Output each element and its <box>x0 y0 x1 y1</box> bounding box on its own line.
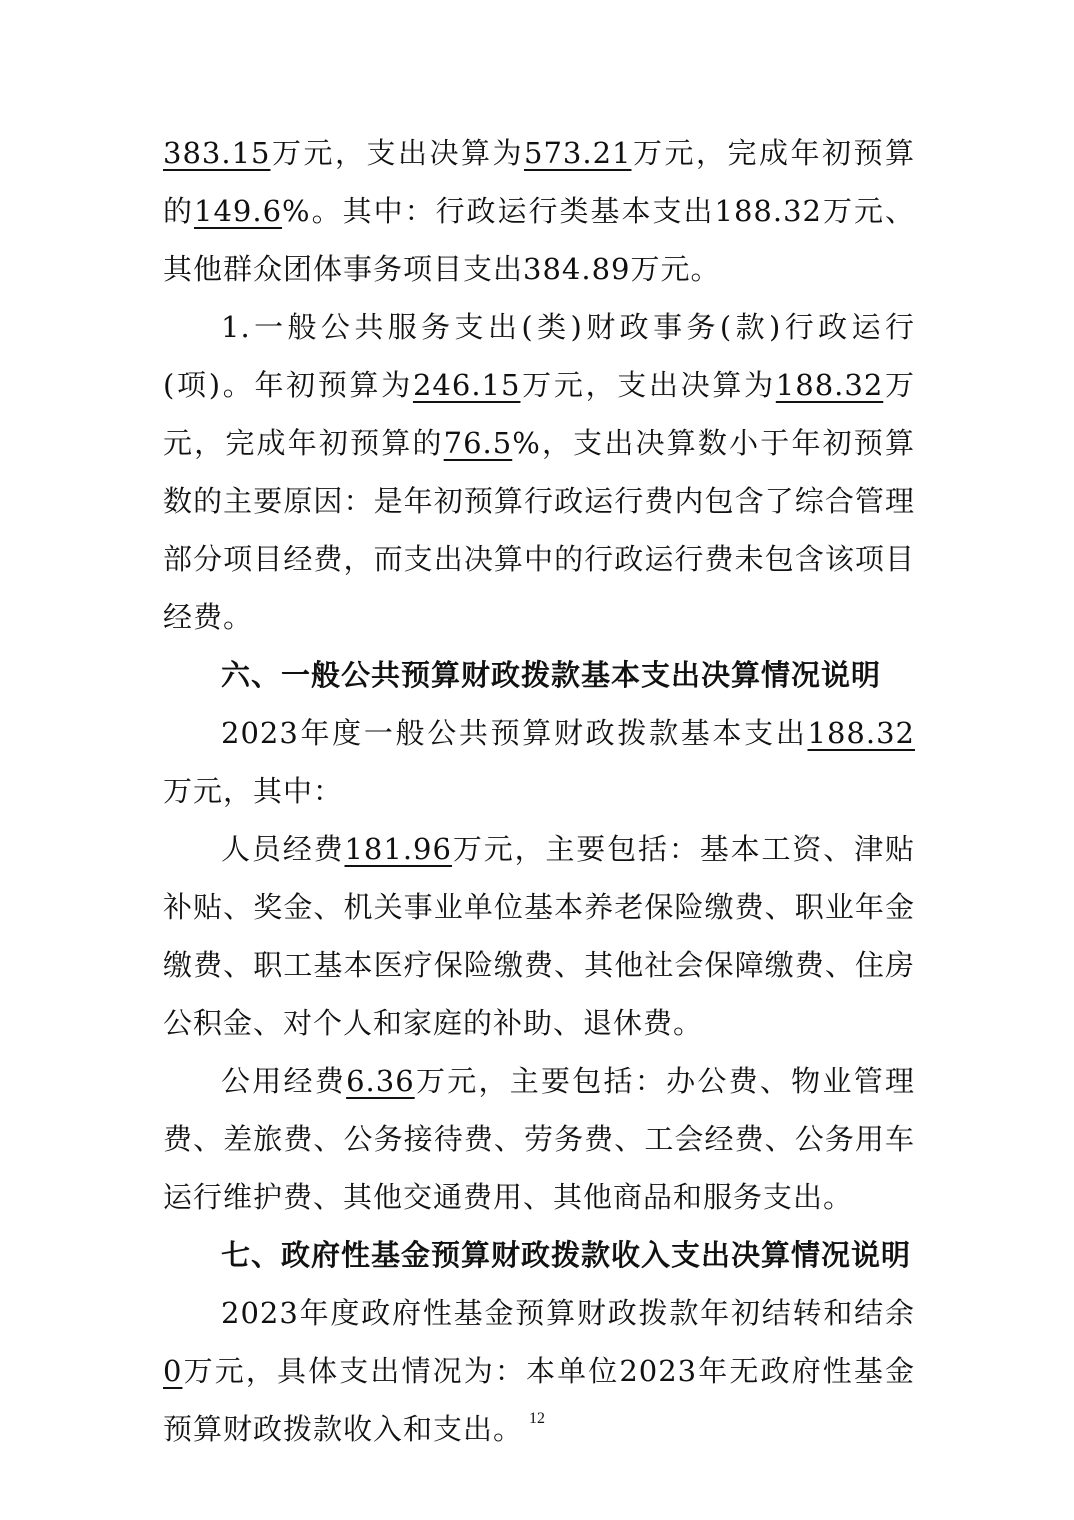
basic-expenditure-amount: 188.32 <box>807 716 915 750</box>
expenditure-amount: 573.21 <box>524 136 632 170</box>
paragraph-public-expenses: 公用经费6.36万元，主要包括：办公费、物业管理费、差旅费、公务接待费、劳务费、工会经费、公务用车运行维护费、其他交通费用、其他商品和服务支出。 <box>163 1064 915 1214</box>
paragraph-budget-summary: 383.15万元，支出决算为573.21万元，完成年初预算的149.6%。其中：行政运行类基本支出188.32万元、其他群众团体事务项目支出384.89万元。 <box>163 136 915 286</box>
paragraph-personnel-expenses: 人员经费181.96万元，主要包括：基本工资、津贴补贴、奖金、机关事业单位基本养老保险缴费、职业年金缴费、职工基本医疗保险缴费、其他社会保障缴费、住房公积金、对个人和家庭的补助、退休费。 <box>163 832 915 1040</box>
personnel-expenses-amount: 181.96 <box>344 832 452 866</box>
paragraph-basic-expenditure: 2023年度一般公共预算财政拨款基本支出188.32万元，其中： <box>163 716 915 808</box>
budget-amount: 246.15 <box>412 368 521 402</box>
completion-rate: 76.5 <box>443 426 513 460</box>
expenditure-amount: 188.32 <box>775 368 884 402</box>
page-number: 12 <box>529 1410 545 1427</box>
completion-rate: 149.6 <box>194 194 283 228</box>
budget-amount: 383.15 <box>163 136 271 170</box>
paragraph-government-fund: 2023年度政府性基金预算财政拨款年初结转和结余0万元，具体支出情况为：本单位2023年无政府性基金预算财政拨款收入和支出。 <box>163 1296 915 1446</box>
section-heading-7: 七、政府性基金预算财政拨款收入支出决算情况说明 <box>221 1238 912 1272</box>
public-expenses-amount: 6.36 <box>346 1064 415 1098</box>
paragraph-admin-operation: 1.一般公共服务支出(类)财政事务(款)行政运行(项)。年初预算为246.15万元，支出决算为188.32万元，完成年初预算的76.5%，支出决算数小于年初预算数的主要原因：是年初预算行政运行费内包含了综合管理部分项目经费，而支出决算中的行政运行费未包含该项目经费。 <box>163 310 915 634</box>
page-body <box>163 124 915 1458</box>
section-heading-6: 六、一般公共预算财政拨款基本支出决算情况说明 <box>221 658 882 692</box>
carryover-amount: 0 <box>163 1354 183 1388</box>
